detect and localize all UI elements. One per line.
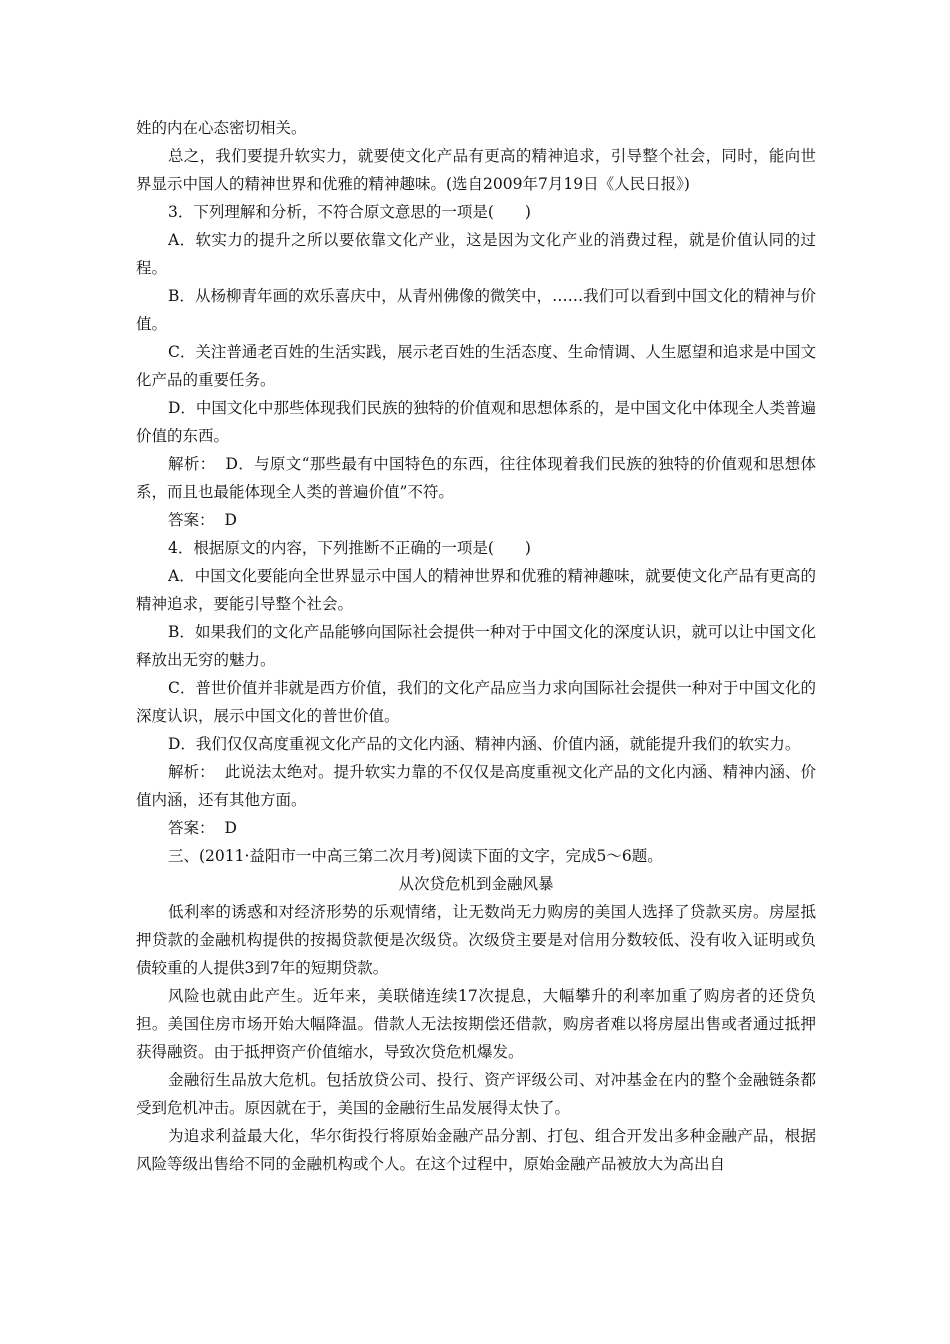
answer-3 bbox=[136, 506, 816, 534]
body-paragraph: 低利率的诱惑和对经济形势的乐观情绪，让无数尚无力购房的美国人选择了贷款买房。房屋抵押贷款的金融机构提供的按揭贷款便是次级贷。次级贷主要是对信用分数较低、没有收入证明或负债较重的人提供3到7年的短期贷款。 bbox=[136, 903, 816, 977]
body-paragraph: 金融衍生品放大危机。包括放贷公司、投行、资产评级公司、对冲基金在内的整个金融链条都受到危机冲击。原因就在于，美国的金融衍生品发展得太快了。 bbox=[136, 1071, 816, 1117]
answer-label: 答案： bbox=[168, 511, 215, 529]
analysis-text: D．与原文“那些最有中国特色的东西，往往体现着我们民族的独特的价值观和思想体系，而且也最能体现全人类的普遍价值”不符。 bbox=[136, 455, 816, 501]
document-page bbox=[136, 114, 816, 1178]
option-b: B．从杨柳青年画的欢乐喜庆中，从青州佛像的微笑中，……我们可以看到中国文化的精神与价值。 bbox=[136, 287, 816, 333]
question-4: 4．根据原文的内容，下列推断不正确的一项是( ) bbox=[168, 539, 531, 557]
answer-label: 答案： bbox=[168, 819, 215, 837]
section-heading: 三、(2011·益阳市一中高三第二次月考)阅读下面的文字，完成5～6题。 bbox=[168, 847, 663, 865]
option-a: A．中国文化要能向全世界显示中国人的精神世界和优雅的精神趣味，就要使文化产品有更高的精神追求，要能引导整个社会。 bbox=[136, 567, 816, 613]
option-c: C．关注普通老百姓的生活实践，展示老百姓的生活态度、生命情调、人生愿望和追求是中国文化产品的重要任务。 bbox=[136, 343, 816, 389]
answer-text: D bbox=[224, 819, 237, 837]
article-title: 从次贷危机到金融风暴 bbox=[398, 875, 554, 893]
answer-4 bbox=[136, 814, 816, 842]
analysis-4 bbox=[136, 758, 816, 814]
answer-text: D bbox=[224, 511, 237, 529]
analysis-3 bbox=[136, 450, 816, 506]
option-d: D．中国文化中那些体现我们民族的独特的价值观和思想体系的，是中国文化中体现全人类普遍价值的东西。 bbox=[136, 399, 816, 445]
option-a: A．软实力的提升之所以要依靠文化产业，这是因为文化产业的消费过程，就是价值认同的过程。 bbox=[136, 231, 816, 277]
option-d: D．我们仅仅高度重视文化产品的文化内涵、精神内涵、价值内涵，就能提升我们的软实力。 bbox=[168, 735, 801, 753]
option-b: B．如果我们的文化产品能够向国际社会提供一种对于中国文化的深度认识，就可以让中国文化释放出无穷的魅力。 bbox=[136, 623, 816, 669]
analysis-label: 解析： bbox=[168, 763, 215, 781]
body-paragraph: 风险也就由此产生。近年来，美联储连续17次提息，大幅攀升的利率加重了购房者的还贷负担。美国住房市场开始大幅降温。借款人无法按期偿还借款，购房者难以将房屋出售或者通过抵押获得融资。由于抵押资产价值缩水，导致次贷危机爆发。 bbox=[136, 987, 816, 1061]
body-paragraph: 总之，我们要提升软实力，就要使文化产品有更高的精神追求，引导整个社会，同时，能向世界显示中国人的精神世界和优雅的精神趣味。(选自2009年7月19日《人民日报》) bbox=[136, 147, 816, 193]
option-c: C．普世价值并非就是西方价值，我们的文化产品应当力求向国际社会提供一种对于中国文化的深度认识，展示中国文化的普世价值。 bbox=[136, 679, 816, 725]
question-3: 3．下列理解和分析，不符合原文意思的一项是( ) bbox=[168, 203, 531, 221]
body-paragraph: 姓的内在心态密切相关。 bbox=[136, 119, 307, 137]
body-paragraph: 为追求利益最大化，华尔街投行将原始金融产品分割、打包、组合开发出多种金融产品，根据风险等级出售给不同的金融机构或个人。在这个过程中，原始金融产品被放大为高出自 bbox=[136, 1127, 816, 1173]
analysis-label: 解析： bbox=[168, 455, 216, 473]
analysis-text: 此说法太绝对。提升软实力靠的不仅仅是高度重视文化产品的文化内涵、精神内涵、价值内涵，还有其他方面。 bbox=[136, 763, 816, 809]
